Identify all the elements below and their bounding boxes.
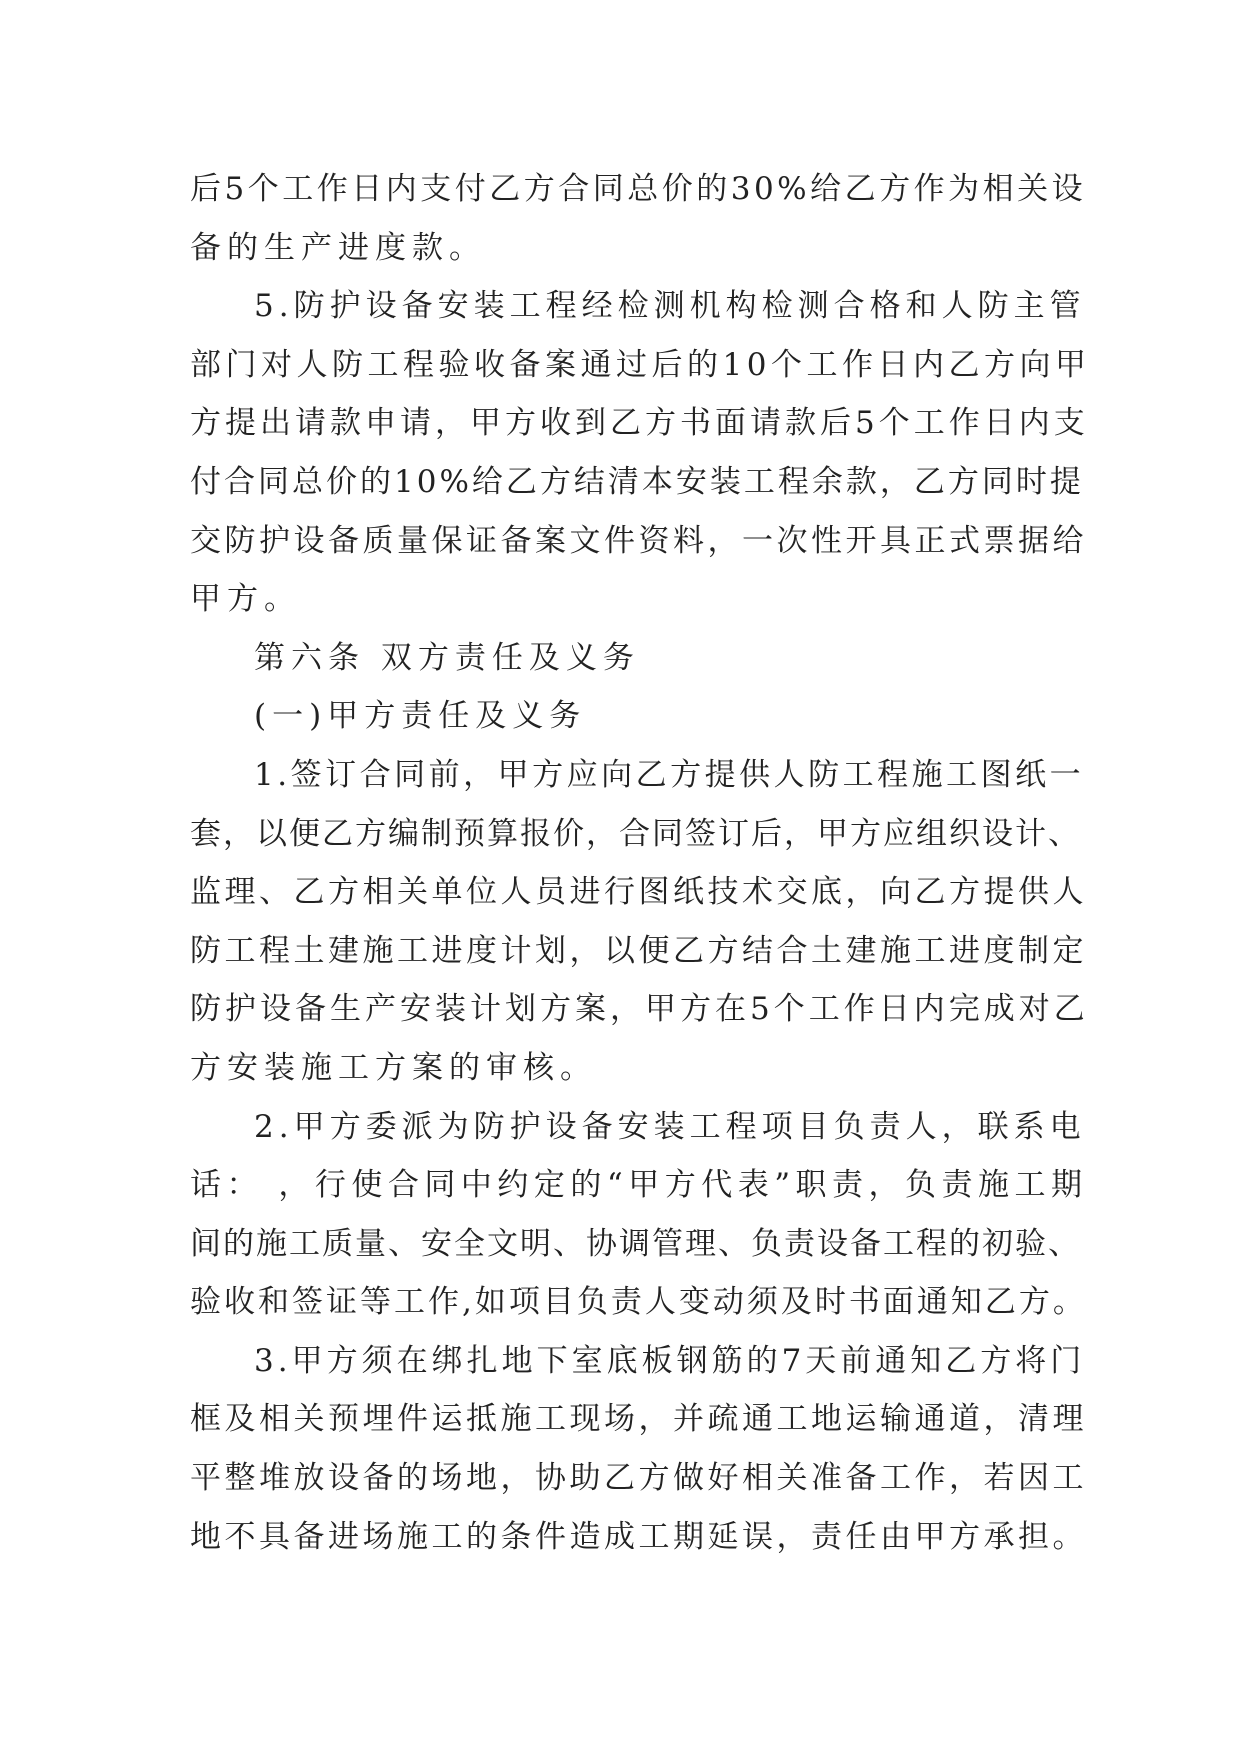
section-heading: (一)甲方责任及义务 <box>254 698 587 735</box>
paragraph-start: 1.签订合同前，甲方应向乙方提供人防工程施工图纸一 <box>254 756 1085 793</box>
text-line: 间的施工质量、安全文明、协调管理、负责设备工程的初验、 <box>190 1225 1081 1262</box>
text-line: 甲方。 <box>190 581 301 618</box>
text-line: 框及相关预埋件运抵施工现场，并疏通工地运输通道，清理 <box>190 1401 1087 1438</box>
text-line: 方提出请款申请，甲方收到乙方书面请款后5个工作日内支 <box>190 405 1089 442</box>
document-body <box>190 160 1090 1566</box>
text-line: 验收和签证等工作,如项目负责人变动须及时书面通知乙方。 <box>190 1284 1087 1321</box>
text-line: 防护设备生产安装计划方案，甲方在5个工作日内完成对乙 <box>190 991 1089 1028</box>
text-line: 交防护设备质量保证备案文件资料，一次性开具正式票据给 <box>190 522 1087 559</box>
text-line: 地不具备进场施工的条件造成工期延误，责任由甲方承担。 <box>190 1518 1087 1555</box>
text-line: 套，以便乙方编制预算报价，合同签订后，甲方应组织设计、 <box>190 815 1081 852</box>
text-line: 部门对人防工程验收备案通过后的10个工作日内乙方向甲 <box>190 346 1091 383</box>
paragraph-start: 3.甲方须在绑扎地下室底板钢筋的7天前通知乙方将门 <box>254 1342 1086 1379</box>
text-line: 后5个工作日内支付乙方合同总价的30%给乙方作为相关设 <box>190 171 1087 207</box>
article-heading: 第六条 双方责任及义务 <box>254 639 640 676</box>
text-line: 平整堆放设备的场地，协助乙方做好相关准备工作，若因工 <box>190 1460 1087 1497</box>
text-line: 备的生产进度款。 <box>190 229 486 266</box>
text-line: 防工程土建施工进度计划，以便乙方结合土建施工进度制定 <box>190 932 1087 969</box>
text-line: 话： ，行使合同中约定的“甲方代表”职责，负责施工期 <box>190 1167 1088 1204</box>
text-line: 监理、乙方相关单位人员进行图纸技术交底，向乙方提供人 <box>190 874 1087 911</box>
paragraph-start: 2.甲方委派为防护设备安装工程项目负责人，联系电 <box>254 1108 1086 1145</box>
text-line: 方安装施工方案的审核。 <box>190 1049 597 1086</box>
text-line: 付合同总价的10%给乙方结清本安装工程余款，乙方同时提 <box>190 463 1084 500</box>
paragraph-start: 5.防护设备安装工程经检测机构检测合格和人防主管 <box>254 288 1086 325</box>
